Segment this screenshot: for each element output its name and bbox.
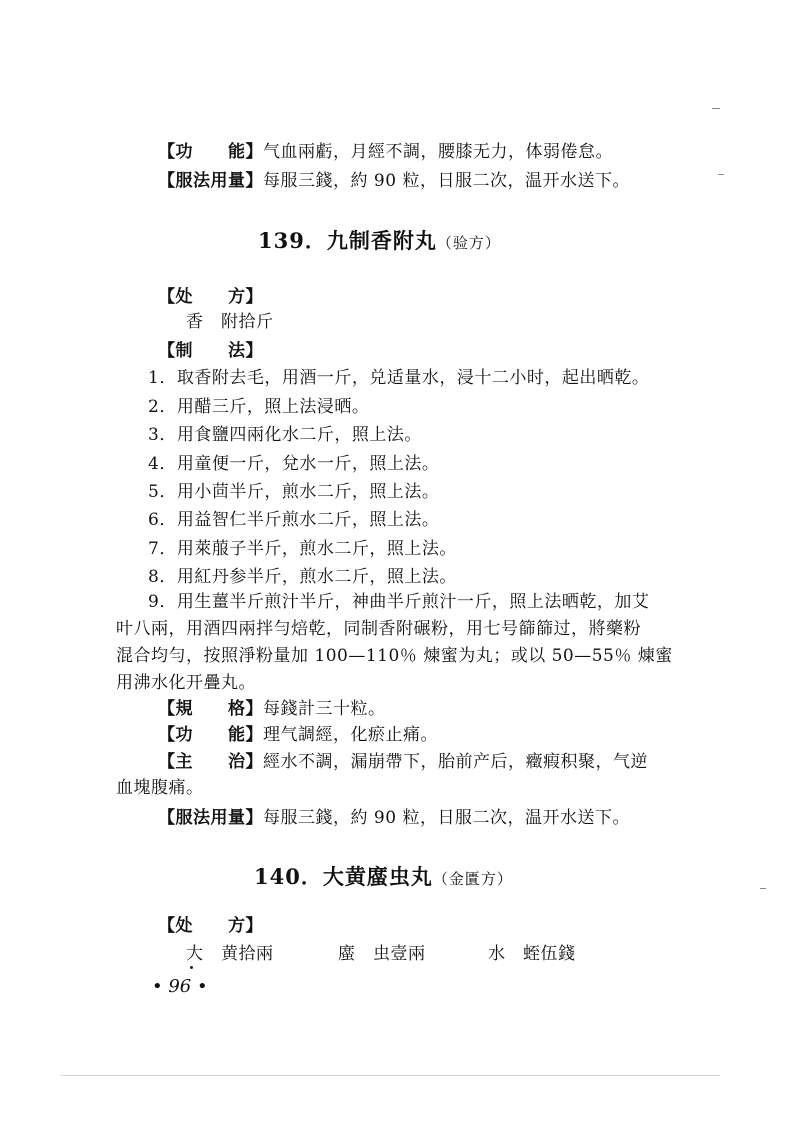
step-9-line-4: 用沸水化开疊丸。: [116, 673, 256, 693]
dosage-label-139: 【服法用量】: [158, 808, 263, 828]
step-1: 1．取香附去毛，用酒一斤，兑适量水，浸十二小时，起出晒乾。: [148, 368, 650, 388]
scan-speck: [760, 888, 766, 889]
indication-text: 經水不調，漏崩帶下，胎前产后，癥瘕积聚，气逆: [263, 752, 648, 772]
step-9-line-2: 叶八兩，用酒四兩拌勻焙乾，同制香附碾粉，用七号篩篩过，將藥粉: [116, 619, 641, 639]
ingredient-139: 香 附拾斤: [186, 312, 274, 332]
step-5: 5．用小茴半斤，煎水二斤，照上法。: [148, 482, 440, 502]
function-label: 【功 能】: [158, 142, 263, 162]
function-text: 气血兩虧，月經不調，腰膝无力，体弱倦怠。: [263, 142, 613, 162]
spec-text: 每錢計三十粒。: [263, 699, 386, 719]
step-6: 6．用益智仁半斤煎水二斤，照上法。: [148, 510, 440, 530]
prescription-label-140: [158, 914, 263, 938]
indication-label: 【主 治】: [158, 752, 263, 772]
step-9-line-3: 混合均勻，按照淨粉量加 100—110％ 煉蜜为丸；或以 50—55％ 煉蜜: [116, 646, 673, 666]
scan-speck: [712, 108, 720, 109]
dosage-text: 每服三錢，約 90 粒，日服二次，温开水送下。: [263, 171, 630, 191]
scan-edge-line: [60, 1075, 720, 1076]
step-8: 8．用紅丹参半斤，煎水二斤，照上法。: [148, 567, 457, 587]
ingredient-140-1: 大 黄拾兩: [186, 944, 274, 964]
ingredient-140-2: 䗪 虫壹兩: [338, 944, 426, 964]
prescription-label: 【处 方】: [158, 287, 263, 307]
dosage-line: [158, 169, 630, 193]
step-7: 7．用萊菔子半斤，煎水二斤，照上法。: [148, 539, 457, 559]
section-140-source: （金匱方）: [432, 870, 513, 888]
page-number: • 96 •: [152, 976, 208, 997]
step-4: 4．用童便一斤，兌水一斤，照上法。: [148, 454, 440, 474]
spec-line: [158, 697, 386, 721]
step-3: 3．用食鹽四兩化水二斤，照上法。: [148, 425, 422, 445]
emphasis-dot: [190, 966, 193, 969]
indication-line: [158, 750, 648, 774]
method-label: 【制 法】: [158, 341, 263, 361]
scan-speck: [718, 174, 724, 175]
function-line-139: [158, 723, 438, 747]
spec-label: 【規 格】: [158, 699, 263, 719]
function-line: [158, 140, 613, 164]
prescription-label-140-text: 【处 方】: [158, 916, 263, 936]
section-140-heading: 140．大黄䗪虫丸: [254, 864, 433, 889]
section-140-title: [254, 862, 513, 894]
prescription-label-139: [158, 285, 263, 309]
ingredient-140-3: 水 蛭伍錢: [488, 944, 576, 964]
function-text-139: 理气調經，化瘀止痛。: [263, 725, 438, 745]
indication-line-2: 血塊腹痛。: [116, 778, 204, 798]
section-139-source: （验方）: [436, 234, 501, 252]
method-label-139: [158, 339, 263, 363]
section-139-heading: 139．九制香附丸: [258, 228, 437, 253]
dosage-text-139: 每服三錢，約 90 粒，日服二次，温开水送下。: [263, 808, 630, 828]
step-2: 2．用醋三斤，照上法浸晒。: [148, 397, 370, 417]
step-9-line-1: 9．用生薑半斤煎汁半斤，神曲半斤煎汁一斤，照上法晒乾，加艾: [148, 592, 650, 612]
function-label-139: 【功 能】: [158, 725, 263, 745]
dosage-label: 【服法用量】: [158, 171, 263, 191]
section-139-title: [258, 226, 501, 258]
dosage-line-139: [158, 806, 630, 830]
